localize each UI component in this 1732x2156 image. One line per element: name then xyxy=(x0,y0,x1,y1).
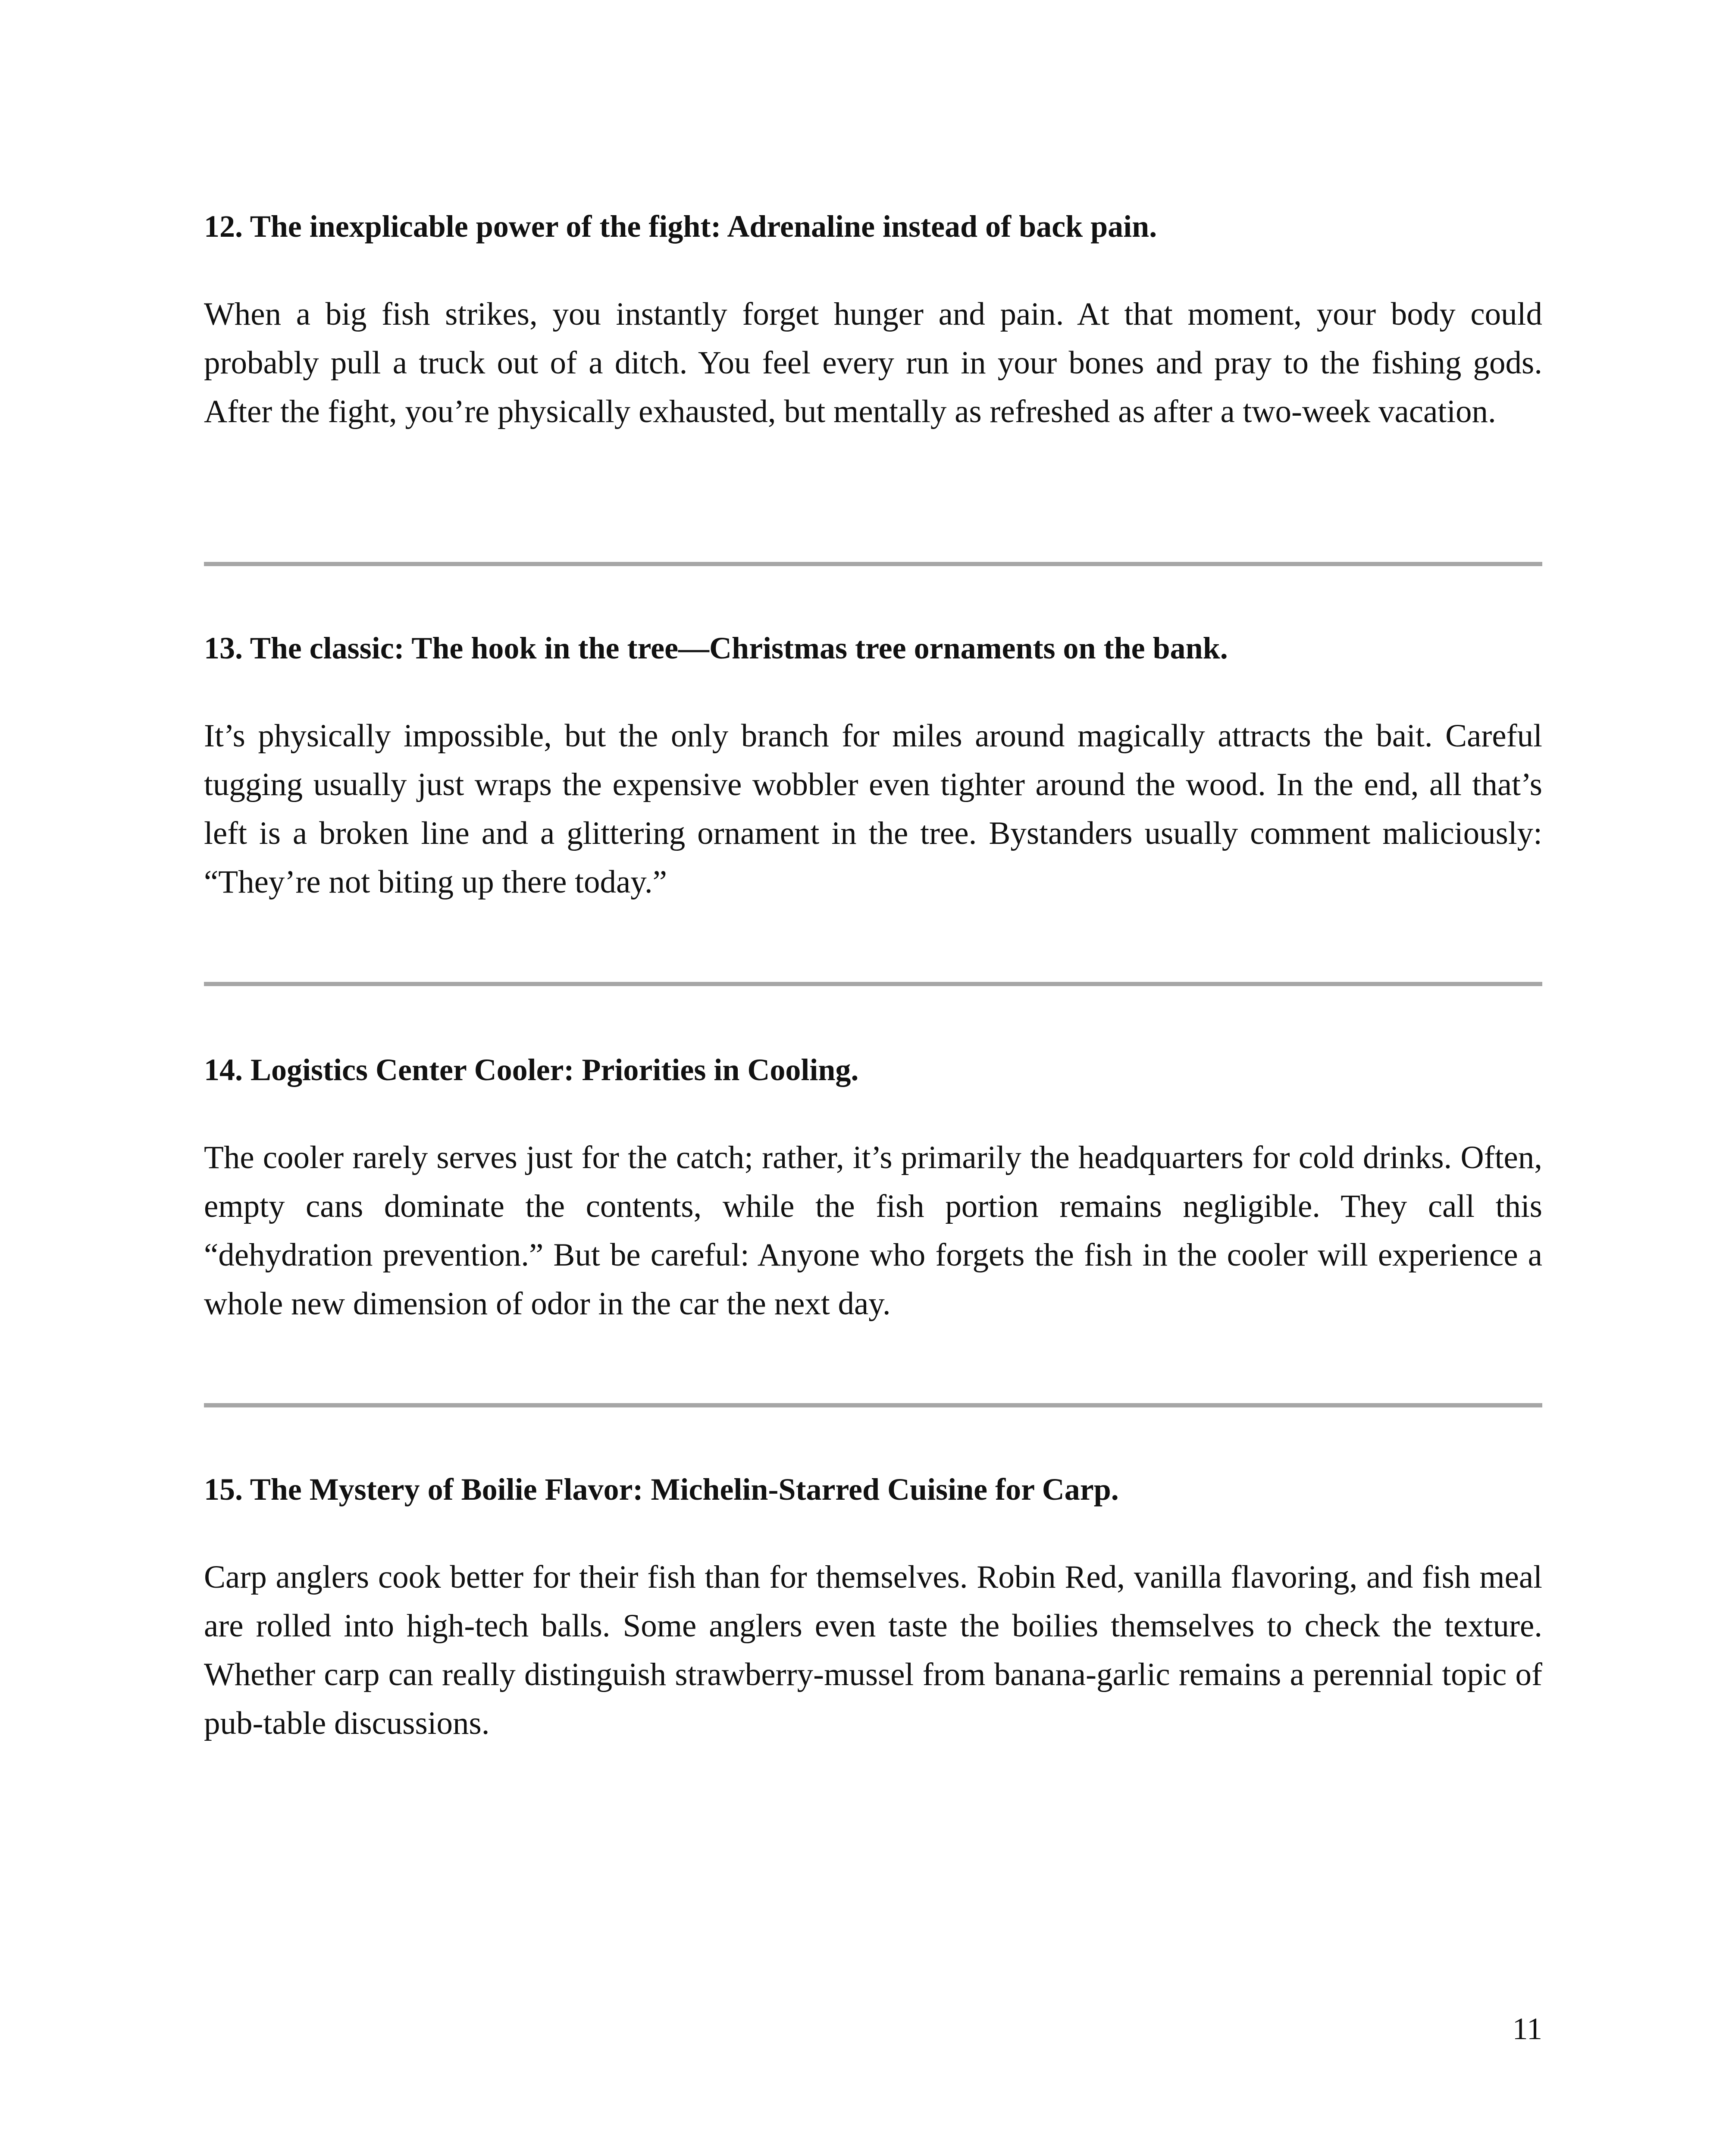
section-heading: 13. The classic: The hook in the tree—Christmas tree ornaments on the bank. xyxy=(204,631,1228,665)
section-heading: 14. Logistics Center Cooler: Priorities in Cooling. xyxy=(204,1053,859,1087)
section-divider xyxy=(204,562,1542,566)
section-divider xyxy=(204,1403,1542,1407)
section-heading: 15. The Mystery of Boilie Flavor: Michelin-Starred Cuisine for Carp. xyxy=(204,1472,1119,1507)
section-body: The cooler rarely serves just for the catch; rather, it’s primarily the headquarters for cold drinks. Often, empty cans dominate the contents, while the fish portion remains negligible. They call this “dehydration prevention.” But be careful: Anyone who forgets the fish in the cooler will experience a whole new dimension of odor in the car the next day. xyxy=(204,1140,1542,1322)
section-heading: 12. The inexplicable power of the fight: Adrenaline instead of back pain. xyxy=(204,209,1157,244)
section-divider xyxy=(204,982,1542,986)
section-15 xyxy=(204,1466,1542,1748)
section-13 xyxy=(204,624,1542,906)
section-body: Carp anglers cook better for their fish than for themselves. Robin Red, vanilla flavoring, and fish meal are rolled into high-tech balls. Some anglers even taste the boilies themselves to check the texture. Whether carp can really distinguish strawberry-mussel from banana-garlic remains a perennial topic of pub-table discussions. xyxy=(204,1559,1542,1741)
section-body: It’s physically impossible, but the only branch for miles around magically attracts the bait. Careful tugging usually just wraps the expensive wobbler even tighter around the wood. In the end, all that’s left is a broken line and a glittering ornament in the tree. Bystanders usually comment maliciously: “They’re not biting up there today.” xyxy=(204,718,1542,900)
page-number: 11 xyxy=(1512,2012,1542,2046)
section-14 xyxy=(204,1046,1542,1328)
section-body: When a big fish strikes, you instantly forget hunger and pain. At that moment, your body could probably pull a truck out of a ditch. You feel every run in your bones and pray to the fishing gods. After the fight, you’re physically exhausted, but mentally as refreshed as after a two-week vacation. xyxy=(204,296,1542,429)
section-12 xyxy=(204,203,1542,436)
